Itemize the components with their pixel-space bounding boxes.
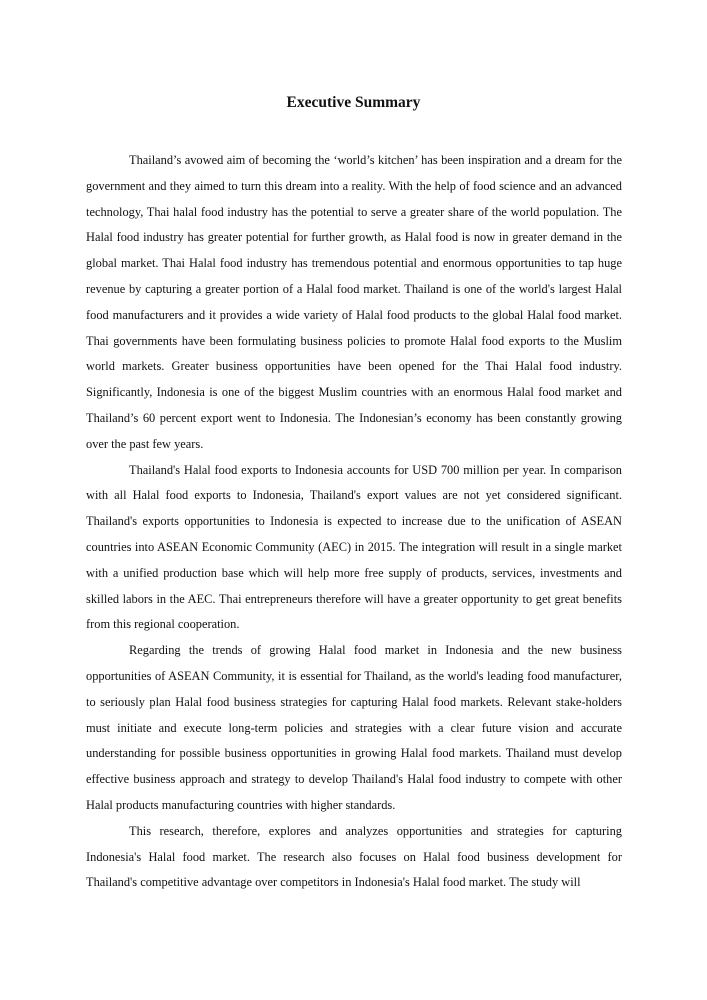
- paragraph-3: Regarding the trends of growing Halal food market in Indonesia and the new business opportunities of ASEAN Community, it is essential for Thailand, as the world's leading food manufacturer, to seriously plan Halal food business strategies for capturing Halal food markets. Relevant stake-holders must initiate and execute long-term policies and strategies with a clear future vision and accurate understanding for possible business opportunities in growing Halal food markets. Thailand must develop effective business approach and strategy to develop Thailand's Halal food industry to compete with other Halal products manufacturing countries with higher standards.: [86, 643, 622, 812]
- paragraph-4: This research, therefore, explores and analyzes opportunities and strategies for capturing Indonesia's Halal food market. The research also focuses on Halal food business development for Thailand's competitive advantage over competitors in Indonesia's Halal food market. The study will: [86, 823, 622, 890]
- paragraph-1: Thailand’s avowed aim of becoming the ‘world’s kitchen’ has been inspiration and a dream for the government and they aimed to turn this dream into a reality. With the help of food science and an advanced technology, Thai halal food industry has the potential to serve a greater share of the world population. The Halal food industry has greater potential for further growth, as Halal food is now in greater demand in the global market. Thai Halal food industry has tremendous potential and enormous opportunities to tap huge revenue by capturing a greater portion of a Halal food market. Thailand is one of the world's largest Halal food manufacturers and it provides a wide variety of Halal food products to the global Halal food market. Thai governments have been formulating business policies to promote Halal food exports to the Muslim world markets. Greater business opportunities have been opened for the Thai Halal food industry. Significantly, Indonesia is one of the biggest Muslim countries with an enormous Halal food market and Thailand’s 60 percent export went to Indonesia. The Indonesian’s economy has been constantly growing over the past few years.: [86, 153, 622, 451]
- page-title: Executive Summary: [286, 94, 421, 111]
- paragraph-2: Thailand's Halal food exports to Indonesia accounts for USD 700 million per year. In comparison with all Halal food exports to Indonesia, Thailand's export values are not yet considered significant. Thailand's exports opportunities to Indonesia is expected to increase due to the unification of ASEAN countries into ASEAN Economic Community (AEC) in 2015. The integration will result in a single market with a unified production base which will help more free supply of products, services, investments and skilled labors in the AEC. Thai entrepreneurs therefore will have a greater opportunity to get great benefits from this regional cooperation.: [86, 462, 622, 632]
- summary-body: [86, 148, 622, 896]
